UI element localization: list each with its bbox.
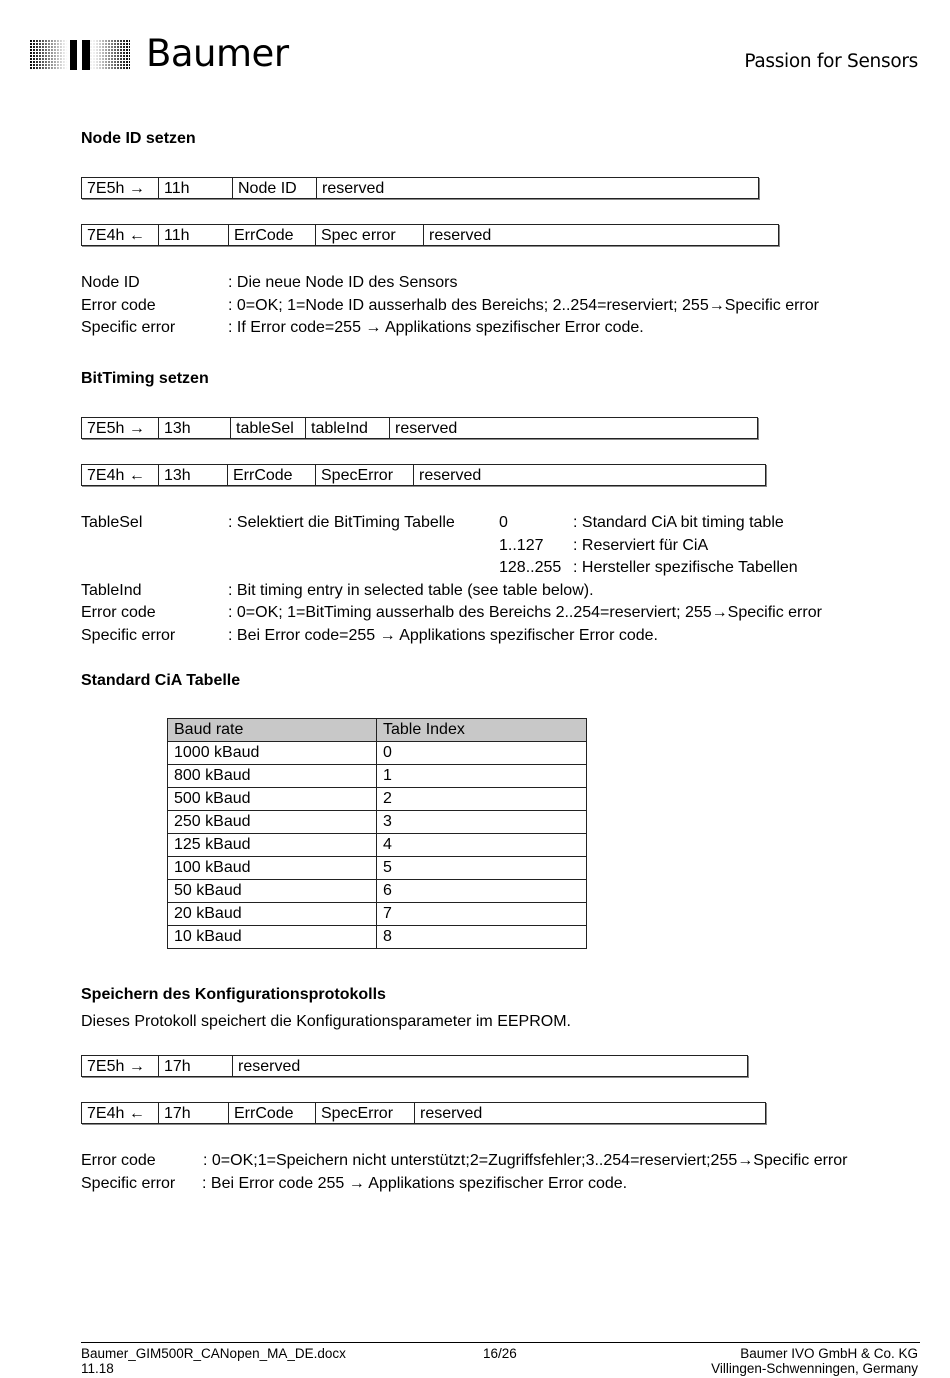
table-index-cell: 7: [377, 903, 587, 926]
frame-cell-command: 11h: [159, 178, 233, 198]
definition-value: : If Error code=255 → Applikations spezifischer Error code.: [228, 319, 644, 336]
table-index-cell: 6: [377, 880, 587, 903]
table-row: [168, 765, 587, 788]
definition-label: Specific error: [81, 626, 176, 644]
node-id-response-frame: [81, 224, 779, 246]
tablesel-option-code: 0: [499, 514, 508, 531]
definition-label: Error code: [81, 604, 156, 621]
bittiming-request-frame: [81, 417, 758, 439]
frame-cell-reserved: reserved: [395, 420, 458, 437]
frame-cell-errcode: ErrCode: [229, 225, 316, 245]
footer-filename: Baumer_GIM500R_CANopen_MA_DE.docx: [81, 1346, 346, 1361]
baud-rate-cell: 1000 kBaud: [168, 742, 377, 765]
save-config-description: Dieses Protokoll speichert die Konfigurationsparameter im EEPROM.: [81, 1013, 571, 1030]
table-row: [168, 788, 587, 811]
definition-value: : Die neue Node ID des Sensors: [228, 274, 458, 291]
baud-rate-cell: 125 kBaud: [168, 834, 377, 857]
baud-rate-cell: 500 kBaud: [168, 788, 377, 811]
frame-cell-errcode: ErrCode: [229, 1103, 316, 1123]
footer-company: Baumer IVO GmbH & Co. KG: [740, 1346, 918, 1361]
frame-cell-spec-error: SpecError: [316, 1103, 415, 1123]
definition-label: TableInd: [81, 581, 142, 599]
halftone-squares-logo-icon: [30, 40, 130, 70]
definition-label: Error code: [81, 1152, 156, 1169]
frame-cell-cob-id: 7E5h →: [82, 418, 159, 438]
section-title-cia-table: Standard CiA Tabelle: [81, 672, 241, 689]
table-header-row: [168, 719, 587, 742]
definition-value: : 0=OK; 1=BitTiming ausserhalb des Bereichs 2..254=reserviert; 255→Specific error: [228, 604, 822, 621]
frame-cell-cob-id: 7E4h ←: [82, 225, 159, 245]
footer-divider: [81, 1342, 920, 1343]
frame-cell-reserved: reserved: [238, 1058, 301, 1075]
frame-cell-command: 13h: [159, 465, 228, 485]
baud-rate-cell: 50 kBaud: [168, 880, 377, 903]
baud-rate-cell: 250 kBaud: [168, 811, 377, 834]
frame-cell-cob-id: 7E4h ←: [82, 1103, 159, 1123]
tablesel-option-desc: : Hersteller spezifische Tabellen: [573, 559, 798, 576]
frame-cell-errcode: ErrCode: [228, 465, 316, 485]
footer-location: Villingen-Schwenningen, Germany: [711, 1361, 918, 1376]
table-row: [168, 880, 587, 903]
table-index-cell: 8: [377, 926, 587, 949]
table-index-cell: 2: [377, 788, 587, 811]
tablesel-option-code: 1..127: [499, 536, 544, 554]
frame-cell-cob-id: 7E4h ←: [82, 465, 159, 485]
frame-cell-spec-error: Spec error: [316, 225, 424, 245]
frame-cell-reserved: reserved: [429, 227, 492, 244]
table-row: [168, 903, 587, 926]
tablesel-option-desc: : Standard CiA bit timing table: [573, 514, 784, 531]
definition-label: Specific error: [81, 1174, 176, 1192]
table-index-cell: 4: [377, 834, 587, 857]
bittiming-response-frame: [81, 464, 766, 486]
table-row: [168, 926, 587, 949]
frame-cell-tablesel: tableSel: [231, 418, 306, 438]
node-id-request-frame: [81, 177, 759, 199]
tablesel-option-code: 128..255: [499, 559, 562, 576]
frame-cell-tableind: tableInd: [306, 418, 390, 438]
definition-value: : 0=OK; 1=Node ID ausserhalb des Bereichs; 2..254=reserviert; 255→Specific error: [228, 296, 819, 314]
table-row: [168, 742, 587, 765]
table-row: [168, 834, 587, 857]
frame-cell-command: 11h: [159, 225, 229, 245]
table-index-cell: 1: [377, 765, 587, 788]
definition-label: TableSel: [81, 514, 143, 531]
frame-cell-cob-id: 7E5h →: [82, 1056, 159, 1076]
definition-value: : Bei Error code 255 → Applikations spezifischer Error code.: [202, 1174, 628, 1192]
save-response-frame: [81, 1102, 766, 1124]
table-index-cell: 3: [377, 811, 587, 834]
frame-cell-command: 13h: [159, 418, 231, 438]
table-index-cell: 0: [377, 742, 587, 765]
frame-cell-reserved: reserved: [420, 1105, 483, 1122]
table-row: [168, 857, 587, 880]
frame-cell-command: 17h: [159, 1056, 233, 1076]
definition-label: Node ID: [81, 274, 140, 291]
baud-rate-cell: 20 kBaud: [168, 903, 377, 926]
definition-label: Error code: [81, 296, 156, 314]
table-index-cell: 5: [377, 857, 587, 880]
tablesel-option-desc: : Reserviert für CiA: [573, 536, 709, 554]
brand-name: Baumer: [146, 32, 289, 75]
column-header-table-index: Table Index: [377, 719, 587, 742]
frame-cell-command: 17h: [159, 1103, 229, 1123]
frame-cell-reserved: reserved: [419, 467, 482, 484]
baud-rate-table: [167, 718, 587, 949]
column-header-baud-rate: Baud rate: [168, 719, 377, 742]
baud-rate-cell: 100 kBaud: [168, 857, 377, 880]
definition-value: : Bit timing entry in selected table (see table below).: [228, 581, 594, 599]
frame-cell-spec-error: SpecError: [316, 465, 414, 485]
table-row: [168, 811, 587, 834]
footer-page-number: 16/26: [483, 1346, 517, 1361]
definition-label: Specific error: [81, 319, 176, 336]
save-request-frame: [81, 1055, 748, 1077]
frame-cell-cob-id: 7E5h →: [82, 178, 159, 198]
baud-rate-cell: 800 kBaud: [168, 765, 377, 788]
baud-rate-cell: 10 kBaud: [168, 926, 377, 949]
footer-version: 11.18: [81, 1361, 114, 1376]
definition-value: : 0=OK;1=Speichern nicht unterstützt;2=Zugriffsfehler;3..254=reserviert;255→Specific error: [203, 1152, 848, 1169]
definition-value: : Bei Error code=255 → Applikations spezifischer Error code.: [228, 626, 658, 644]
section-title-save-config: Speichern des Konfigurationsprotokolls: [81, 986, 386, 1003]
section-title-node-id: Node ID setzen: [81, 130, 196, 147]
frame-cell-reserved: reserved: [322, 180, 385, 197]
section-title-bittiming: BitTiming setzen: [81, 370, 209, 387]
frame-cell-node-id: Node ID: [233, 178, 317, 198]
definition-value: : Selektiert die BitTiming Tabelle: [228, 514, 455, 531]
tagline: Passion for Sensors: [744, 51, 918, 72]
